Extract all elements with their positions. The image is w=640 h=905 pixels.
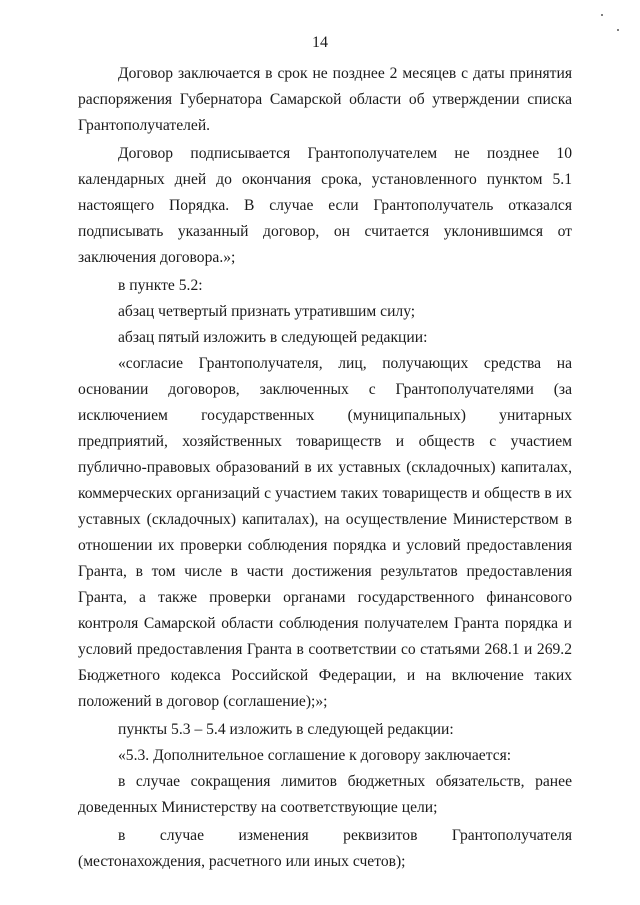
scan-speck [601, 14, 603, 16]
page-number: 14 [312, 34, 328, 51]
paragraph-clauses-5-3-5-4: пункты 5.3 – 5.4 изложить в следующей редакции: [118, 721, 454, 738]
paragraph-fifth-new-wording: абзац пятый изложить в следующей редакции: [118, 329, 428, 346]
paragraph-contract-deadline: Договор заключается в срок не позднее 2 месяцев с даты принятия распоряжения Губернатора Самарской области об утверждении списка Грантополучателей. [78, 65, 572, 134]
paragraph-fourth-invalid: абзац четвертый признать утратившим силу; [118, 303, 416, 320]
paragraph-contract-signing: Договор подписывается Грантополучателем не позднее 10 календарных дней до окончания срока, установленного пунктом 5.1 настоящего Порядка. В случае если Грантополучатель отказался подписывать указанный договор, он считается уклонившимся от заключения договора.»; [78, 145, 572, 266]
paragraph-consent: «согласие Грантополучателя, лиц, получающих средства на основании договоров, заключенных с Грантополучателями (за исключением государственных (муниципальных) унитарных предприятий, хозяйственных товариществ и обществ с участием публично-правовых образований в их уставных (складочных) капиталах, коммерческих организаций с участием таких товариществ и обществ в их уставных (складочных) капиталах), на осуществление Министерством в отношении их проверки соблюдения порядка и условий предоставления Гранта, в том числе в части достижения результатов предоставления Гранта, а также проверки органами государственного финансового контроля Самарской области соблюдения получателем Гранта порядка и условий предоставления Гранта в соответствии со статьями 268.1 и 269.2 Бюджетного кодекса Российской Федерации, и на включение таких положений в договор (соглашение);»; [78, 355, 572, 710]
paragraph-clause-5-2: в пункте 5.2: [118, 277, 203, 294]
document-body [78, 61, 572, 877]
paragraph-5-3: «5.3. Дополнительное соглашение к договору заключается: [118, 747, 512, 764]
scan-speck [617, 29, 619, 31]
paragraph-requisites-change: в случае изменения реквизитов Грантополучателя (местонахождения, расчетного или иных счетов); [78, 827, 572, 870]
paragraph-budget-reduction: в случае сокращения лимитов бюджетных обязательств, ранее доведенных Министерству на соответствующие цели; [78, 773, 572, 816]
